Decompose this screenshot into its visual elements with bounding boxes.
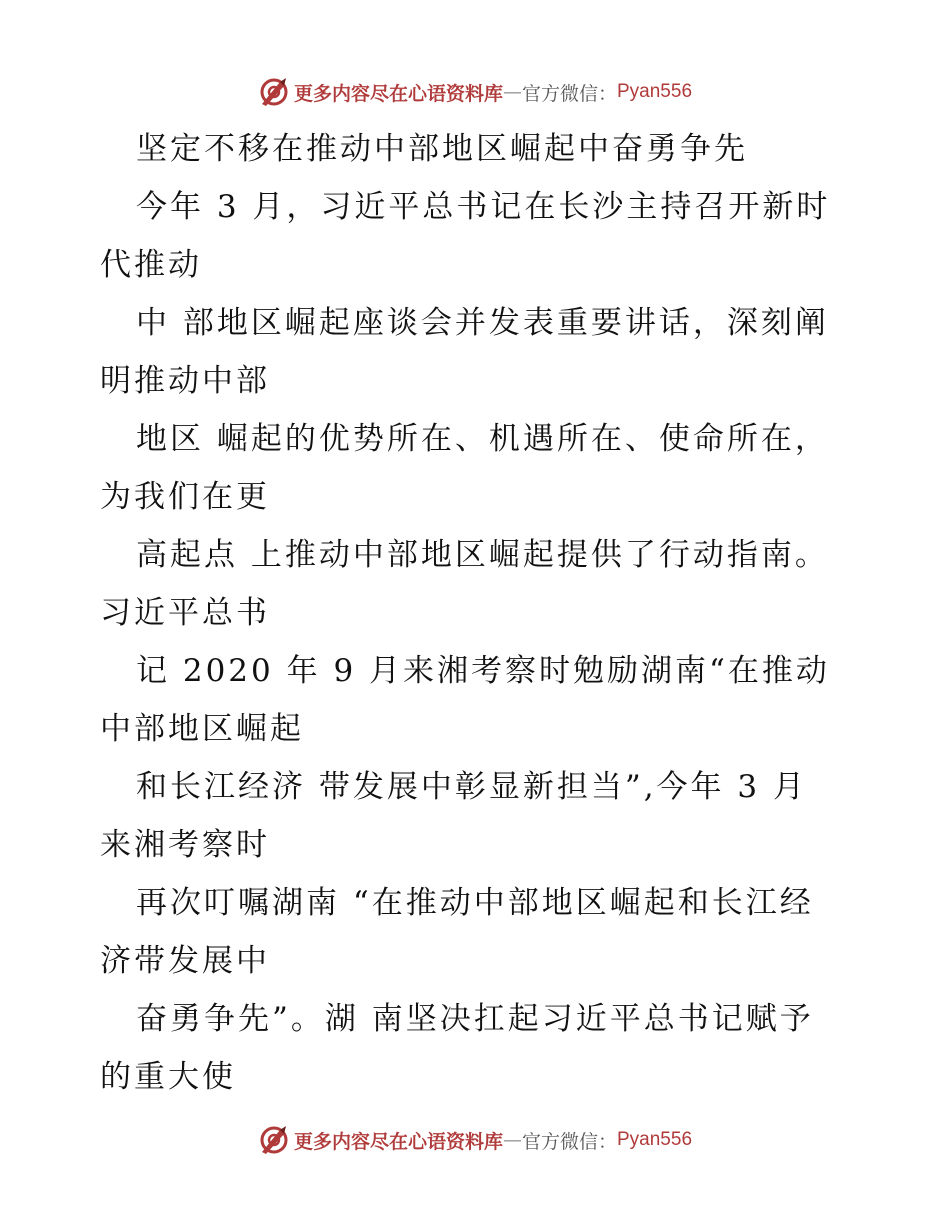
paragraph-line: 再次叮嘱湖南 “在推动中部地区崛起和长江经 <box>136 885 814 921</box>
paragraph-line: 济带发展中 <box>100 943 270 979</box>
paragraph-line: 来湘考察时 <box>100 827 270 863</box>
banner-dash: — <box>502 1129 522 1151</box>
paragraph-line: 明推动中部 <box>100 363 270 399</box>
paragraph-line: 的重大使 <box>100 1059 236 1095</box>
banner-contact-label: 官方微信： <box>521 1130 617 1153</box>
quill-logo-icon <box>258 1124 290 1156</box>
paragraph-line: 地区 崛起的优势所在、机遇所在、使命所在， <box>136 421 829 457</box>
header-watermark-banner <box>0 72 950 112</box>
banner-wechat-handle: Pyan556 <box>617 81 693 102</box>
quill-logo-icon <box>258 76 290 108</box>
paragraph-line: 中部地区崛起 <box>100 711 304 747</box>
banner-dash: — <box>502 81 522 103</box>
paragraph-line: 记 2020 年 9 月来湘考察时勉励湖南“在推动 <box>136 653 830 689</box>
paragraph-line: 代推动 <box>100 247 202 283</box>
banner-wechat-handle: Pyan556 <box>617 1129 693 1150</box>
banner-contact-label: 官方微信： <box>521 82 617 105</box>
paragraph-line: 奋勇争先”。湖 南坚决扛起习近平总书记赋予 <box>136 1001 814 1037</box>
banner-main-text: 更多内容尽在心语资料库 <box>293 82 503 105</box>
footer-watermark-banner <box>0 1120 950 1160</box>
paragraph-line: 今年 3 月，习近平总书记在长沙主持召开新时 <box>136 189 831 225</box>
document-body <box>100 120 840 1106</box>
document-title: 坚定不移在推动中部地区崛起中奋勇争先 <box>136 131 748 167</box>
paragraph-line: 中 部地区崛起座谈会并发表重要讲话，深刻阐 <box>136 305 829 341</box>
banner-main-text: 更多内容尽在心语资料库 <box>293 1130 503 1153</box>
paragraph-line: 高起点 上推动中部地区崛起提供了行动指南。 <box>136 537 829 573</box>
paragraph-line: 为我们在更 <box>100 479 270 515</box>
paragraph-line: 和长江经济 带发展中彰显新担当”,今年 3 月 <box>136 769 807 805</box>
paragraph-line: 习近平总书 <box>100 595 270 631</box>
